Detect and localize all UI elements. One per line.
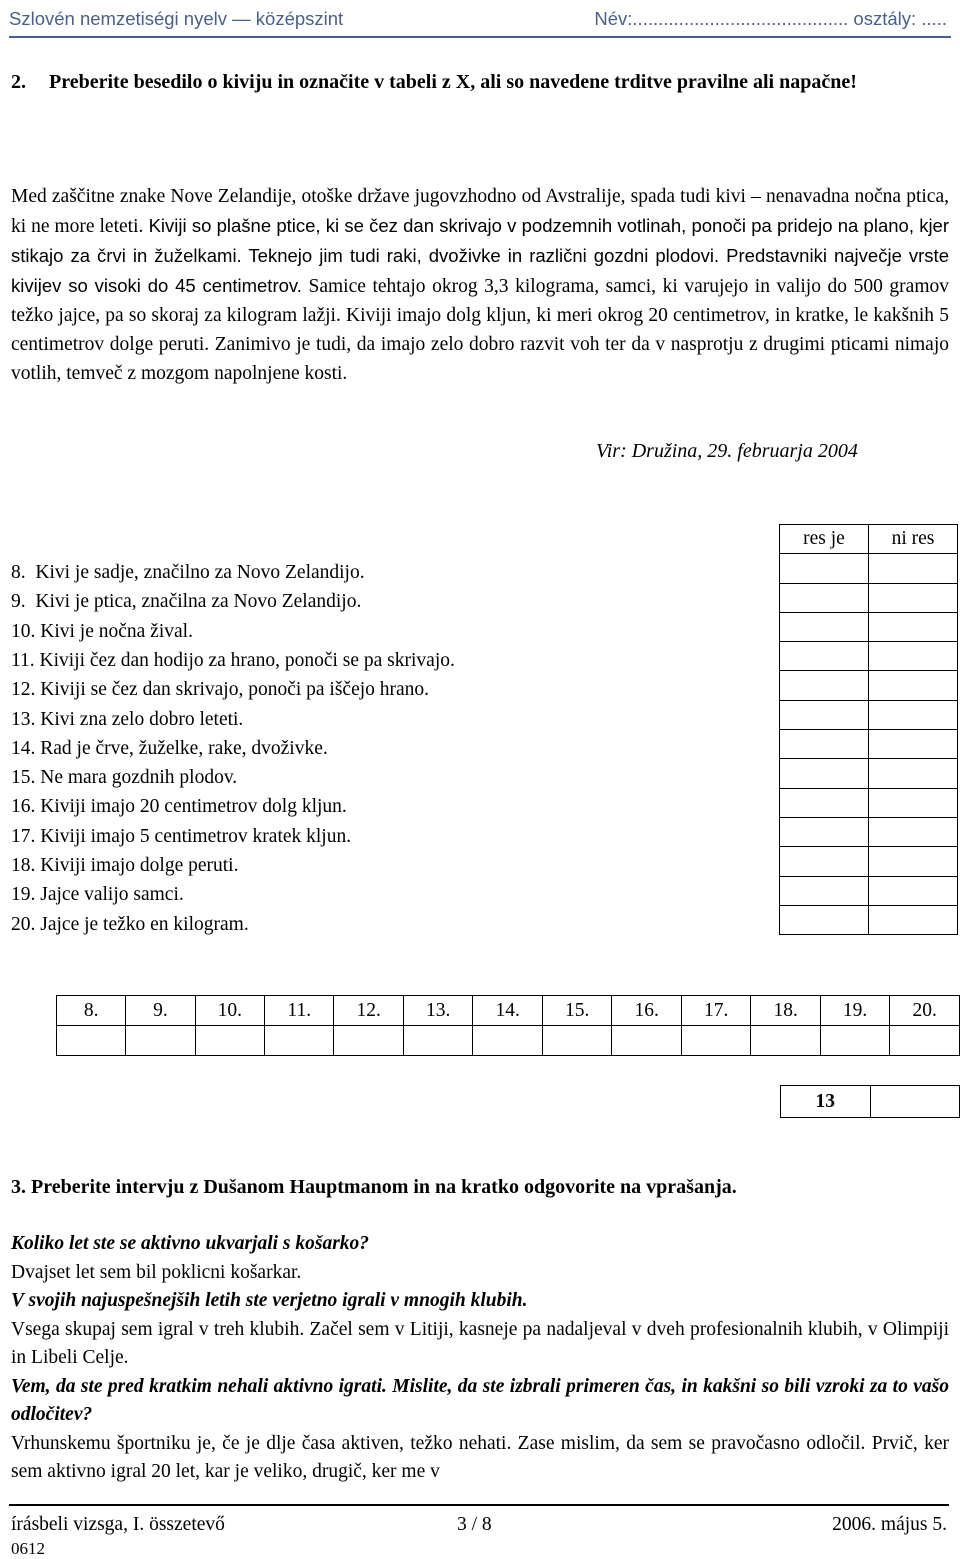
grid-answer-cell[interactable] [820,1026,889,1056]
grid-number-cell: 11. [265,996,334,1026]
statement-text: 18. Kiviji imajo dolge peruti. [9,847,779,876]
grid-number-cell: 19. [820,996,889,1026]
statement-text: 17. Kiviji imajo 5 centimetrov kratek kljun. [9,817,779,846]
statement-row [9,788,958,817]
statement-text: 11. Kiviji čez dan hodijo za hrano, ponoči se pa skrivajo. [9,642,779,671]
statement-text: 16. Kiviji imajo 20 centimetrov dolg kljun. [9,788,779,817]
footer-code: 0612 [11,1539,45,1558]
kiwi-passage [11,182,949,388]
statement-row [9,671,958,700]
answer-box-true[interactable] [779,554,868,583]
grid-number-cell: 10. [195,996,264,1026]
page-footer [9,1504,949,1556]
grid-answer-cell[interactable] [334,1026,403,1056]
statement-text: 15. Ne mara gozdnih plodov. [9,759,779,788]
footer-exam-part: írásbeli vizsga, I. összetevő [11,1514,225,1535]
grid-answer-cell[interactable] [542,1026,611,1056]
statement-row [9,730,958,759]
statement-text: 8. Kivi je sadje, značilno za Novo Zelandijo. [9,554,779,583]
grid-answer-cell[interactable] [473,1026,542,1056]
statement-text: 12. Kiviji se čez dan skrivajo, ponoči pa iščejo hrano. [9,671,779,700]
statement-text: 19. Jajce valijo samci. [9,876,779,905]
interview-question: Vem, da ste pred kratkim nehali aktivno igrati. Mislite, da ste izbrali primeren čas, in kakšni so bili vzroki za to vašo odločitev? [11,1375,949,1425]
answer-box-false[interactable] [868,847,957,876]
statement-row [9,905,958,934]
grid-number-cell: 8. [57,996,126,1026]
statements-table [9,524,958,935]
page-header [9,2,951,38]
answer-box-true[interactable] [779,671,868,700]
answer-box-true[interactable] [779,583,868,612]
answer-box-true[interactable] [779,847,868,876]
statement-text: 20. Jajce je težko en kilogram. [9,905,779,934]
interview-answer: Dvajset let sem bil poklicni košarkar. [11,1261,302,1283]
statement-text: 9. Kivi je ptica, značilna za Novo Zelandijo. [9,583,779,612]
answer-box-false[interactable] [868,554,957,583]
statement-row [9,847,958,876]
answer-box-true[interactable] [779,700,868,729]
statements-table-header [9,525,958,554]
passage-source: Vir: Družina, 29. februarja 2004 [596,440,858,462]
grid-answer-cell[interactable] [681,1026,750,1056]
answer-box-false[interactable] [868,788,957,817]
answer-grid [56,995,960,1056]
answer-box-false[interactable] [868,730,957,759]
answer-grid-numbers-row [57,996,960,1026]
statement-row [9,583,958,612]
interview-question: V svojih najuspešnejših letih ste verjetno igrali v mnogih klubih. [11,1290,528,1311]
answer-box-true[interactable] [779,905,868,934]
statement-text: 13. Kivi zna zelo dobro leteti. [9,700,779,729]
grid-answer-cell[interactable] [403,1026,472,1056]
grid-answer-cell[interactable] [890,1026,960,1056]
interview-question: Koliko let ste se aktivno ukvarjali s košarko? [11,1233,370,1254]
interview-answer: Vsega skupaj sem igral v treh klubih. Začel sem v Litiji, kasneje pa nadaljeval v dveh profesionalnih klubih, v Olimpiji in Libeli Celje. [11,1318,949,1368]
statement-row [9,817,958,846]
answer-box-false[interactable] [868,671,957,700]
question-3-instruction: 3. Preberite intervju z Dušanom Hauptmanom in na kratko odgovorite na vprašanja. [11,1176,737,1198]
statement-row [9,612,958,641]
score-points: 13 [781,1086,871,1118]
grid-answer-cell[interactable] [751,1026,820,1056]
answer-box-true[interactable] [779,730,868,759]
answer-box-false[interactable] [868,612,957,641]
grid-number-cell: 15. [542,996,611,1026]
footer-date: 2006. május 5. [832,1514,947,1535]
statement-row [9,876,958,905]
grid-answer-cell[interactable] [57,1026,126,1056]
grid-number-cell: 14. [473,996,542,1026]
grid-number-cell: 16. [612,996,681,1026]
statement-row [9,759,958,788]
answer-box-true[interactable] [779,642,868,671]
answer-box-true[interactable] [779,759,868,788]
grid-number-cell: 18. [751,996,820,1026]
grid-answer-cell[interactable] [265,1026,334,1056]
statement-text: 14. Rad je črve, žuželke, rake, dvoživke. [9,730,779,759]
answer-box-false[interactable] [868,642,957,671]
statement-row [9,554,958,583]
column-false-header: ni res [868,525,957,554]
header-exam-title: Szlovén nemzetiségi nyelv — középszint [9,8,344,29]
passage-part-1: Med zaščitne znake Nove Zelandije, otoške države jugovzhodno od Avstralije, spada tudi kivi – nenavadna nočna ptica, ki ne more leteti. [11,186,949,237]
question-2-text: Preberite besedilo o kiviju in označite v tabeli z X, ali so navedene trditve pravilne ali napačne! [49,71,857,93]
answer-box-false[interactable] [868,759,957,788]
header-name-class-field: Név:.......................................... osztály: ..... [594,8,947,29]
footer-page-number: 3 / 8 [457,1514,492,1535]
interview-answer: Vrhunskemu športniku je, če je dlje časa aktiven, težko nehati. Zase mislim, da sem se pravočasno odločil. Prvič, ker sem aktivno igral 20 let, kar je veliko, drugič, ker me v [11,1432,949,1482]
answer-grid-boxes-row [57,1026,960,1056]
question-2-number: 2. [11,71,26,93]
answer-box-true[interactable] [779,612,868,641]
answer-box-false[interactable] [868,905,957,934]
score-box [780,1085,960,1118]
statement-row [9,700,958,729]
answer-box-true[interactable] [779,817,868,846]
grid-answer-cell[interactable] [126,1026,195,1056]
statement-row [9,642,958,671]
score-earned-box[interactable] [870,1086,959,1118]
passage-part-2: Kiviji so plašne ptice, ki se čez dan skrivajo v podzemnih votlinah, ponoči pa pridejo na plano, kjer stikajo za črvi in žuželkami. Teknejo jim tudi raki, dvoživke in različni gozdni plodovi. Predstavniki največje vrste kivijev so visoki do 45 centimetrov. [11,215,949,296]
answer-box-false[interactable] [868,817,957,846]
answer-box-false[interactable] [868,583,957,612]
column-true-header: res je [779,525,868,554]
answer-box-false[interactable] [868,876,957,905]
answer-box-false[interactable] [868,700,957,729]
grid-number-cell: 13. [403,996,472,1026]
grid-answer-cell[interactable] [195,1026,264,1056]
interview-text [11,1230,949,1487]
answer-box-true[interactable] [779,788,868,817]
grid-number-cell: 12. [334,996,403,1026]
statement-text: 10. Kivi je nočna žival. [9,612,779,641]
grid-number-cell: 17. [681,996,750,1026]
grid-number-cell: 20. [890,996,960,1026]
answer-box-true[interactable] [779,876,868,905]
grid-number-cell: 9. [126,996,195,1026]
passage-part-3: Samice tehtajo okrog 3,3 kilograma, samci, ki varujejo in valijo do 500 gramov težko jajce, pa so skoraj za kilogram lažji. Kiviji imajo dolg kljun, ki meri okrog 20 centimetrov, in kratke, le kakšnih 5 centimetrov dolge peruti. Zanimivo je tudi, da imajo zelo dobro razvit voh ter da v nasprotju z drugimi pticami nimajo votlih, temveč z mozgom napolnjene kosti. [11,276,949,384]
grid-answer-cell[interactable] [612,1026,681,1056]
